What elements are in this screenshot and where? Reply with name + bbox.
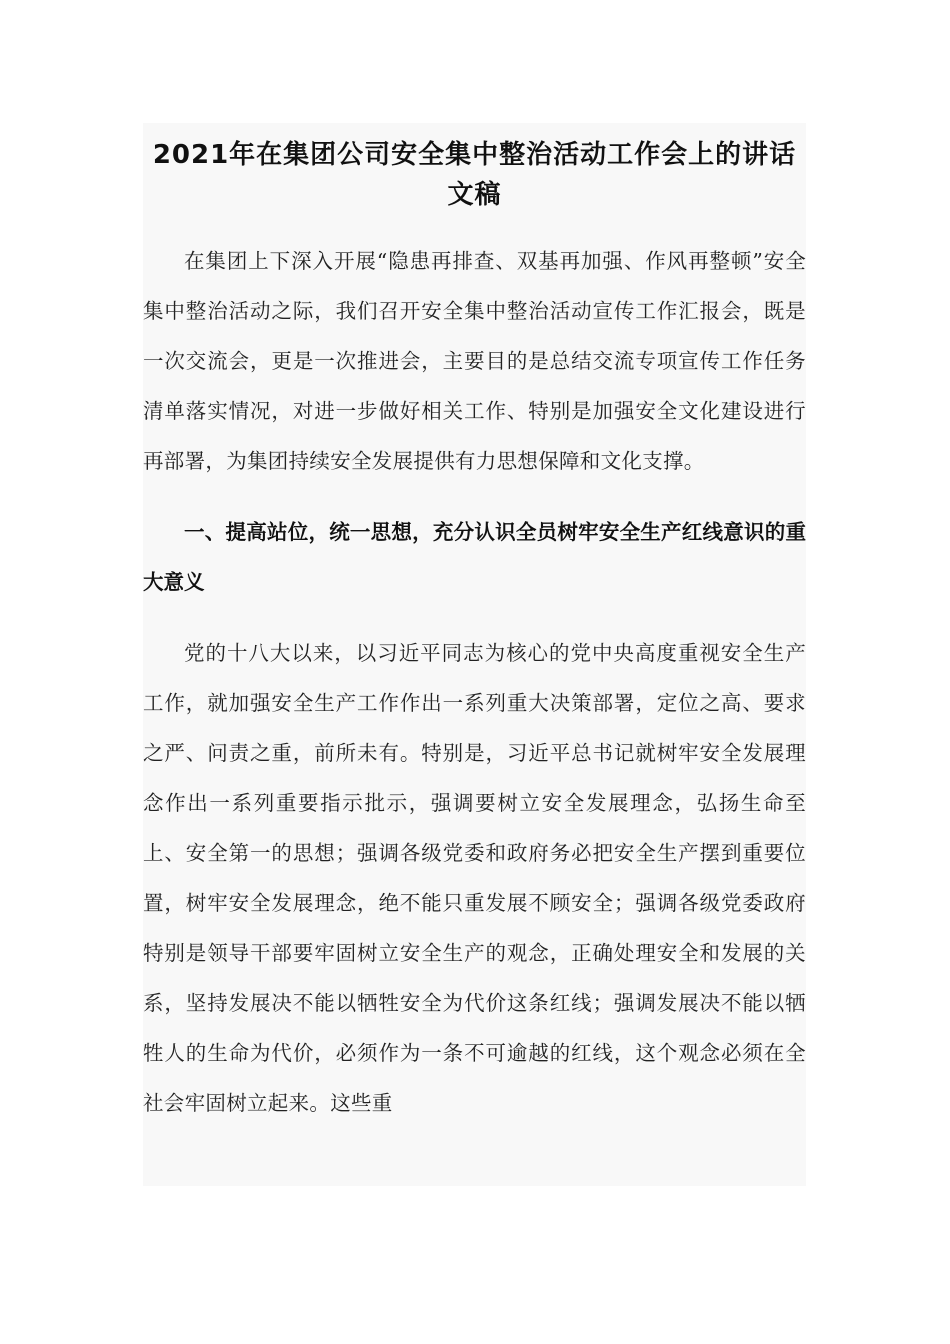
- document-body: [143, 236, 806, 1128]
- body-paragraph: 党的十八大以来，以习近平同志为核心的党中央高度重视安全生产工作，就加强安全生产工作作出一系列重大决策部署，定位之高、要求之严、问责之重，前所未有。特别是，习近平总书记就树牢安全发展理念作出一系列重要指示批示，强调要树立安全发展理念，弘扬生命至上、安全第一的思想；强调各级党委和政府务必把安全生产摆到重要位置，树牢安全发展理念，绝不能只重发展不顾安全；强调各级党委政府特别是领导干部要牢固树立安全生产的观念，正确处理安全和发展的关系，坚持发展决不能以牺牲安全为代价这条红线；强调发展决不能以牺牲人的生命为代价，必须作为一条不可逾越的红线，这个观念必须在全社会牢固树立起来。这些重: [143, 641, 806, 1115]
- body-paragraph: 在集团上下深入开展“隐患再排查、双基再加强、作风再整顿”安全集中整治活动之际，我们召开安全集中整治活动宣传工作汇报会，既是一次交流会，更是一次推进会，主要目的是总结交流专项宣传工作任务清单落实情况，对进一步做好相关工作、特别是加强安全文化建设进行再部署，为集团持续安全发展提供有力思想保障和文化支撑。: [143, 249, 806, 473]
- document-title: 2021年在集团公司安全集中整治活动工作会上的讲话文稿: [152, 140, 797, 210]
- section-heading: 一、提高站位，统一思想，充分认识全员树牢安全生产红线意识的重大意义: [143, 520, 806, 594]
- document-page: [143, 123, 806, 1186]
